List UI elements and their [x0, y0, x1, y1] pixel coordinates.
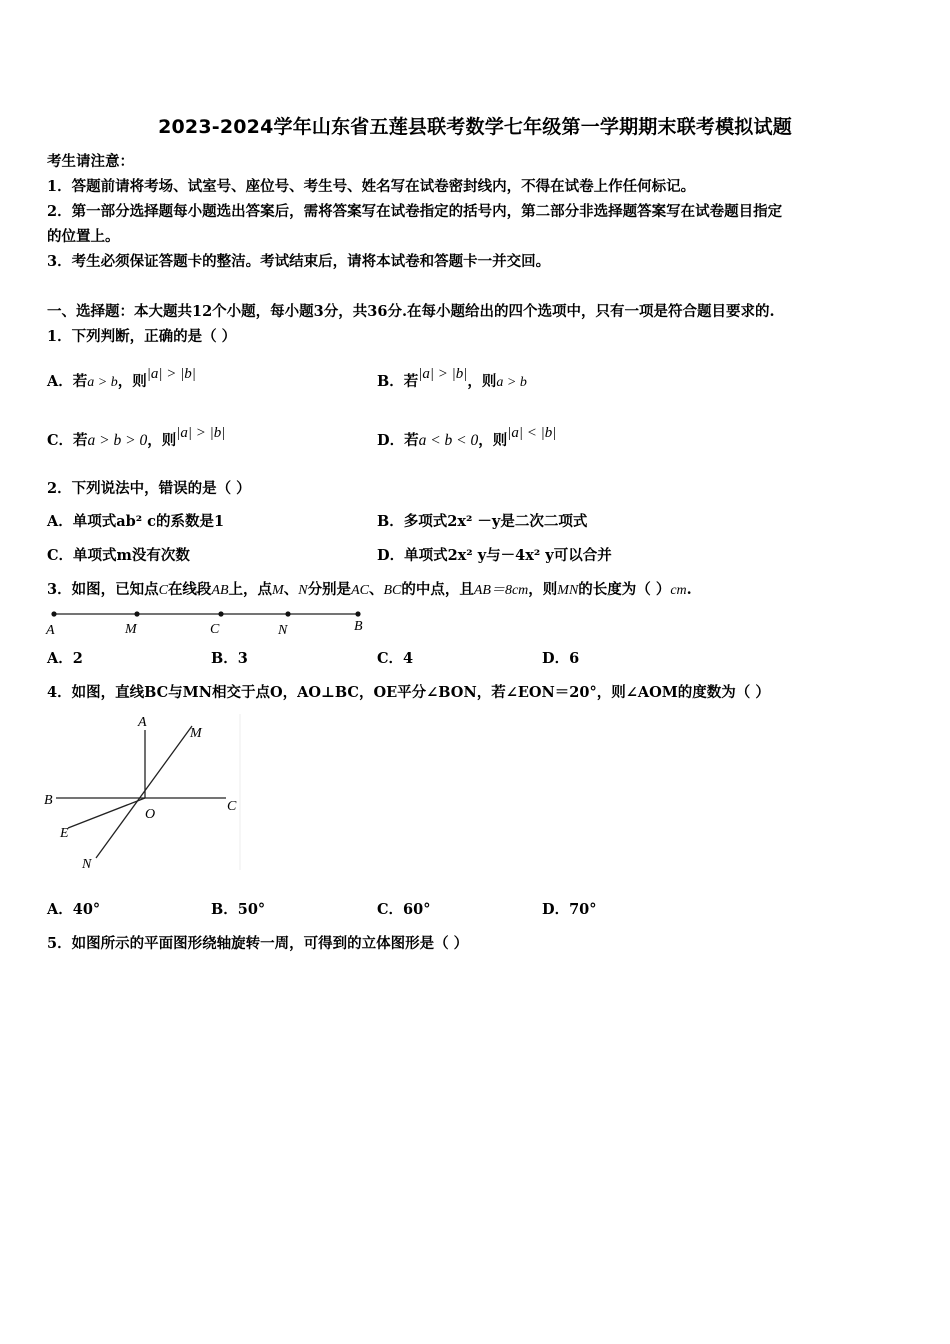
q4-option-c: C．60° — [377, 901, 431, 918]
q4-label-e: E — [60, 826, 69, 841]
q3-segment-bc: BC — [383, 583, 402, 598]
q3-label-a: A — [46, 623, 55, 638]
notice-line-1: 1．答题前请将考场、试室号、座位号、考生号、姓名写在试卷密封线内，不得在试卷上作任何标记。 — [47, 178, 696, 195]
q1-stem: 1．下列判断，正确的是（ ） — [47, 328, 237, 345]
q3-sep-1: 、 — [283, 581, 299, 598]
q3-label-b: B — [354, 619, 363, 634]
q1-b-cond: |a| > |b| — [418, 366, 468, 382]
q4-line-mn — [96, 726, 192, 858]
q4-label-a: A — [138, 715, 147, 730]
q1-option-c — [47, 425, 226, 451]
q3-option-b: B．3 — [211, 650, 248, 667]
q3-dot-b — [355, 611, 360, 616]
q4-label-o: O — [145, 807, 156, 822]
q5-stem: 5．如图所示的平面图形绕轴旋转一周，可得到的立体图形是（ ） — [47, 935, 469, 952]
q4-option-a: A．40° — [47, 901, 101, 918]
q3-label-n: N — [278, 623, 288, 638]
q3-segment-ab: AB — [211, 583, 229, 598]
q1-d-result: |a| < |b| — [507, 425, 557, 441]
q3-option-a: A．2 — [47, 650, 83, 667]
q2-option-c: C．单项式m没有次数 — [47, 547, 190, 564]
q4-label-c: C — [227, 799, 237, 814]
q3-stem-e: 的中点，且 — [401, 581, 474, 598]
q1-option-a — [47, 366, 196, 393]
q1-a-cond: a > b — [87, 375, 118, 390]
q2-option-b: B．多项式2x² －y是二次二项式 — [377, 513, 588, 530]
q3-option-d: D．6 — [542, 650, 580, 667]
q4-option-d: D．70° — [542, 901, 597, 918]
q2-option-a: A．单项式ab² c的系数是1 — [47, 513, 225, 530]
q1-c-result: |a| > |b| — [176, 425, 226, 441]
q3-dot-n — [285, 611, 290, 616]
q3-point-m: M — [272, 583, 284, 598]
q1-option-d — [377, 425, 557, 451]
notice-line-2: 2．第一部分选择题每小题选出答案后，需将答案写在试卷指定的括号内，第二部分非选择题答案写在试卷题目指定 — [47, 203, 783, 220]
q3-unit: cm — [670, 583, 687, 598]
q4-label-m: M — [190, 726, 202, 741]
q4-label-n: N — [82, 857, 92, 872]
q1-option-b — [377, 366, 527, 393]
q1-d-label: D．若 — [377, 432, 419, 449]
q3-point-n: N — [298, 583, 308, 598]
q3-stem-a: 3．如图，已知点 — [47, 581, 159, 598]
q1-d-cond: a < b < 0 — [418, 432, 479, 449]
q1-b-result: a > b — [496, 375, 527, 390]
notice-line-3: 3．考生必须保证答题卡的整洁。考试结束后，请将本试卷和答题卡一并交回。 — [47, 253, 551, 270]
q3-sep-2: 、 — [368, 581, 384, 598]
q3-stem-f: ，则 — [528, 581, 558, 598]
q3-segment-mn: MN — [557, 583, 579, 598]
q4-ray-oe — [68, 798, 145, 828]
q3-label-c: C — [210, 622, 220, 637]
q3-stem-g: 的长度为（ ） — [578, 581, 671, 598]
q3-stem-c: 上，点 — [228, 581, 273, 598]
q1-b-label: B．若 — [377, 373, 419, 390]
q4-stem: 4．如图，直线BC与MN相交于点O，AO⊥BC，OE平分∠BON，若∠EON＝20°，则∠AOM的度数为（ ） — [47, 684, 770, 701]
q1-c-then: ，则 — [147, 432, 177, 449]
q4-option-b: B．50° — [211, 901, 266, 918]
q1-a-result: |a| > |b| — [146, 366, 196, 382]
q1-c-label: C．若 — [47, 432, 88, 449]
section-heading: 一、选择题：本大题共12个小题，每小题3分，共36分.在每小题给出的四个选项中，只有一项是符合题目要求的. — [47, 303, 775, 320]
q2-stem: 2．下列说法中，错误的是（ ） — [47, 480, 251, 497]
page-title: 2023-2024学年山东省五莲县联考数学七年级第一学期期末联考模拟试题 — [158, 116, 792, 138]
q1-a-label: A．若 — [47, 373, 88, 390]
q3-point-c: C — [158, 583, 168, 598]
notice-line-2-cont: 的位置上。 — [47, 228, 120, 245]
q3-dot-a — [51, 611, 56, 616]
q1-b-then: ，则 — [467, 373, 497, 390]
q3-segment-ac: AC — [351, 583, 369, 598]
q3-ab-length: AB＝8cm — [473, 583, 529, 598]
q1-c-cond: a > b > 0 — [87, 432, 148, 449]
q3-stem — [47, 580, 692, 601]
q3-label-m: M — [125, 622, 137, 637]
q1-a-then: ，则 — [117, 373, 147, 390]
q3-dot-c — [218, 611, 223, 616]
q2-option-d: D．单项式2x² y与－4x² y可以合并 — [377, 547, 612, 564]
q1-d-then: ，则 — [478, 432, 508, 449]
q3-stem-b: 在线段 — [167, 581, 212, 598]
q3-segment-figure — [40, 604, 380, 640]
q3-dot-m — [134, 611, 139, 616]
notice-heading: 考生请注意： — [47, 153, 134, 170]
q3-stem-d: 分别是 — [307, 581, 352, 598]
q4-angle-figure — [40, 710, 250, 875]
q3-period: . — [686, 581, 692, 598]
q3-option-c: C．4 — [377, 650, 414, 667]
q4-label-b: B — [44, 793, 53, 808]
